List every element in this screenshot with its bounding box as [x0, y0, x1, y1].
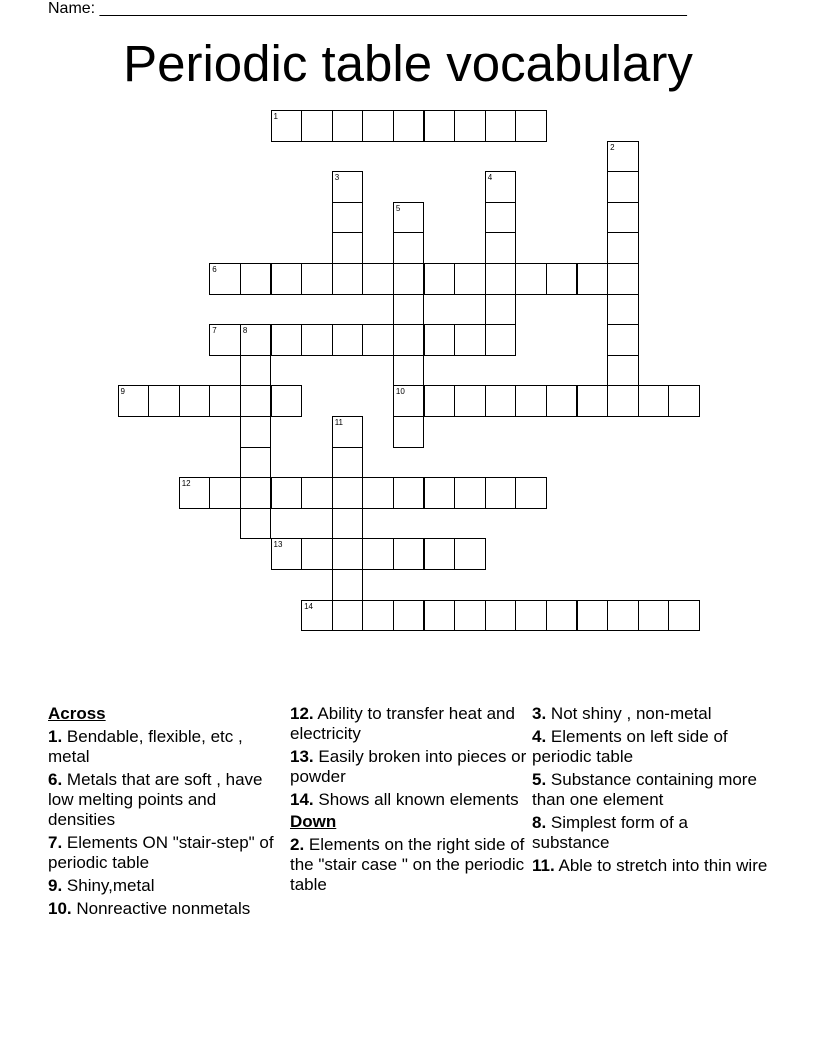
page-title: Periodic table vocabulary [123, 35, 693, 92]
clue-number-label: 5 [395, 203, 401, 213]
crossword-cell[interactable] [485, 294, 517, 326]
crossword-cell[interactable] [301, 263, 333, 295]
crossword-cell[interactable] [271, 110, 303, 142]
crossword-cell[interactable] [240, 355, 272, 387]
clue-down [532, 704, 770, 724]
crossword-cell[interactable] [607, 385, 639, 417]
crossword-cell[interactable] [118, 385, 150, 417]
clue-text: Shiny,metal [62, 876, 155, 895]
crossword-cell[interactable] [148, 385, 180, 417]
crossword-cell[interactable] [209, 385, 241, 417]
crossword-cell[interactable] [607, 232, 639, 264]
crossword-cell[interactable] [485, 110, 517, 142]
crossword-cell[interactable] [179, 477, 211, 509]
clue-number: 4. [532, 727, 547, 746]
clue-across [48, 727, 286, 767]
crossword-cell[interactable] [454, 600, 486, 632]
across-heading: Across [48, 704, 106, 723]
crossword-cell[interactable] [424, 538, 456, 570]
crossword-cell[interactable] [485, 600, 517, 632]
clue-text: Nonreactive nonmetals [71, 899, 251, 918]
crossword-cell[interactable] [332, 508, 364, 540]
clue-down [532, 813, 770, 853]
crossword-cell[interactable] [362, 110, 394, 142]
crossword-cell[interactable] [332, 447, 364, 479]
crossword-cell[interactable] [638, 600, 670, 632]
clue-column-1 [48, 702, 286, 919]
crossword-cell[interactable] [485, 171, 517, 203]
clue-number: 13. [290, 747, 314, 766]
crossword-cell[interactable] [362, 538, 394, 570]
crossword-cell[interactable] [240, 416, 272, 448]
crossword-cell[interactable] [332, 538, 364, 570]
clue-across [290, 790, 528, 810]
clue-number: 7. [48, 833, 63, 852]
clue-text: Elements on the right side of the "stair case " on the periodic table [290, 835, 525, 894]
clue-number-label: 10 [395, 387, 405, 397]
clue-number: 5. [532, 770, 547, 789]
crossword-cell[interactable] [515, 263, 547, 295]
crossword-cell[interactable] [424, 110, 456, 142]
crossword-cell[interactable] [454, 263, 486, 295]
clue-text: Bendable, flexible, etc , metal [48, 727, 243, 766]
crossword-cell[interactable] [424, 477, 456, 509]
crossword-cell[interactable] [393, 477, 425, 509]
clue-across [290, 747, 528, 787]
crossword-cell[interactable] [240, 385, 272, 417]
crossword-cell[interactable] [271, 538, 303, 570]
clue-number-label: 14 [304, 601, 313, 611]
crossword-cell[interactable] [393, 294, 425, 326]
crossword-cell[interactable] [607, 324, 639, 356]
crossword-cell[interactable] [485, 263, 517, 295]
clue-across [48, 876, 286, 896]
crossword-cell[interactable] [393, 263, 425, 295]
crossword-cell[interactable] [271, 385, 303, 417]
crossword-cell[interactable] [209, 324, 241, 356]
crossword-cell[interactable] [240, 447, 272, 479]
clue-number: 1. [48, 727, 63, 746]
crossword-cell[interactable] [424, 324, 456, 356]
crossword-cell[interactable] [332, 110, 364, 142]
clue-number-label: 7 [212, 326, 217, 336]
crossword-cell[interactable] [332, 171, 364, 203]
clue-down [290, 835, 528, 895]
clue-across [48, 833, 286, 873]
crossword-cell[interactable] [393, 110, 425, 142]
crossword-cell[interactable] [332, 416, 364, 448]
crossword-cell[interactable] [424, 600, 456, 632]
clue-down [532, 727, 770, 767]
clue-number: 2. [290, 835, 305, 854]
crossword-cell[interactable] [485, 232, 517, 264]
crossword-cell[interactable] [301, 600, 333, 632]
clue-number: 11. [532, 856, 555, 875]
clue-number-label: 4 [487, 173, 493, 183]
crossword-cell[interactable] [485, 385, 517, 417]
crossword-cell[interactable] [301, 110, 333, 142]
clue-text: Metals that are soft , have low melting points and densities [48, 770, 263, 829]
crossword-cell[interactable] [393, 538, 425, 570]
crossword-cell[interactable] [515, 600, 547, 632]
crossword-cell[interactable] [424, 385, 456, 417]
crossword-cell[interactable] [454, 324, 486, 356]
crossword-cell[interactable] [332, 569, 364, 601]
crossword-cell[interactable] [393, 600, 425, 632]
crossword-cell[interactable] [362, 324, 394, 356]
crossword-cell[interactable] [393, 416, 425, 448]
clue-number: 6. [48, 770, 63, 789]
clue-text: Elements on left side of periodic table [532, 727, 728, 766]
crossword-cell[interactable] [332, 600, 364, 632]
crossword-cell[interactable] [607, 202, 639, 234]
clue-number: 9. [48, 876, 63, 895]
name-label: Name: [48, 0, 96, 17]
crossword-cell[interactable] [393, 232, 425, 264]
clue-text: Not shiny , non-metal [546, 704, 712, 723]
crossword-cell[interactable] [393, 385, 425, 417]
clue-number-label: 6 [212, 265, 217, 274]
crossword-cell[interactable] [301, 324, 333, 356]
crossword-cell[interactable] [454, 385, 486, 417]
crossword-cell[interactable] [454, 110, 486, 142]
crossword-cell[interactable] [607, 294, 639, 326]
down-heading: Down [290, 812, 337, 831]
crossword-cell[interactable] [485, 324, 517, 356]
clue-across [290, 704, 528, 744]
clue-number: 3. [532, 704, 547, 723]
clue-text: Elements ON "stair-step" of periodic table [48, 833, 274, 872]
crossword-cell[interactable] [332, 477, 364, 509]
clue-number-label: 3 [334, 173, 340, 183]
clue-number-label: 1 [273, 112, 278, 121]
crossword-cell[interactable] [271, 263, 303, 295]
crossword-cell[interactable] [332, 324, 364, 356]
clue-number: 8. [532, 813, 547, 832]
crossword-cell[interactable] [240, 263, 272, 295]
crossword-cell[interactable] [240, 477, 272, 509]
crossword-cell[interactable] [668, 600, 700, 632]
clue-text: Substance containing more than one element [532, 770, 757, 809]
crossword-cell[interactable] [546, 385, 578, 417]
crossword-cell[interactable] [515, 477, 547, 509]
crossword-cell[interactable] [179, 385, 211, 417]
crossword-cell[interactable] [362, 263, 394, 295]
crossword-cell[interactable] [577, 263, 609, 295]
crossword-cell[interactable] [485, 202, 517, 234]
name-blank[interactable]: __________________________________________________________________ [99, 0, 687, 17]
clue-number-label: 2 [610, 142, 615, 152]
crossword-cell[interactable] [638, 385, 670, 417]
crossword-cell[interactable] [271, 324, 303, 356]
clue-text: Able to stretch into thin wire [554, 856, 768, 875]
crossword-cell[interactable] [393, 202, 425, 234]
clue-down [532, 856, 770, 876]
crossword-cell[interactable] [607, 141, 639, 173]
crossword-cell[interactable] [515, 110, 547, 142]
crossword-cell[interactable] [332, 232, 364, 264]
clue-across [48, 899, 286, 919]
crossword-cell[interactable] [209, 477, 241, 509]
crossword-cell[interactable] [301, 538, 333, 570]
crossword-cell[interactable] [362, 600, 394, 632]
crossword-cell[interactable] [271, 477, 303, 509]
crossword-cell[interactable] [332, 202, 364, 234]
crossword-cell[interactable] [546, 600, 578, 632]
clue-number: 10. [48, 899, 72, 918]
crossword-cell[interactable] [209, 263, 241, 295]
clue-text: Easily broken into pieces or powder [290, 747, 527, 786]
crossword-cell[interactable] [577, 385, 609, 417]
crossword-cell[interactable] [485, 477, 517, 509]
crossword-cell[interactable] [454, 538, 486, 570]
crossword-cell[interactable] [362, 477, 394, 509]
crossword-cell[interactable] [607, 263, 639, 295]
clue-number-label: 13 [273, 540, 283, 550]
crossword-cell[interactable] [515, 385, 547, 417]
crossword-cell[interactable] [454, 477, 486, 509]
crossword-cell[interactable] [393, 324, 425, 356]
crossword-cell[interactable] [332, 263, 364, 295]
crossword-cell[interactable] [424, 263, 456, 295]
crossword-cell[interactable] [607, 600, 639, 632]
crossword-cell[interactable] [301, 477, 333, 509]
crossword-cell[interactable] [577, 600, 609, 632]
crossword-cell[interactable] [240, 508, 272, 540]
clue-number-label: 12 [181, 479, 191, 489]
clue-text: Simplest form of a substance [532, 813, 688, 852]
clue-number: 12. [290, 704, 314, 723]
clue-text: Ability to transfer heat and electricity [290, 704, 515, 743]
clue-column-3 [532, 702, 770, 876]
crossword-cell[interactable] [668, 385, 700, 417]
crossword-cell[interactable] [393, 355, 425, 387]
clue-number-label: 9 [120, 387, 125, 397]
clue-down [532, 770, 770, 810]
crossword-cell[interactable] [607, 355, 639, 387]
clue-number: 14. [290, 790, 314, 809]
clue-number-label: 11 [334, 418, 343, 427]
clue-number-label: 8 [242, 326, 248, 336]
clue-text: Shows all known elements [313, 790, 519, 809]
crossword-cell[interactable] [240, 324, 272, 356]
crossword-cell[interactable] [607, 171, 639, 203]
clue-across [48, 770, 286, 830]
crossword-cell[interactable] [546, 263, 578, 295]
clue-column-2 [290, 702, 528, 895]
